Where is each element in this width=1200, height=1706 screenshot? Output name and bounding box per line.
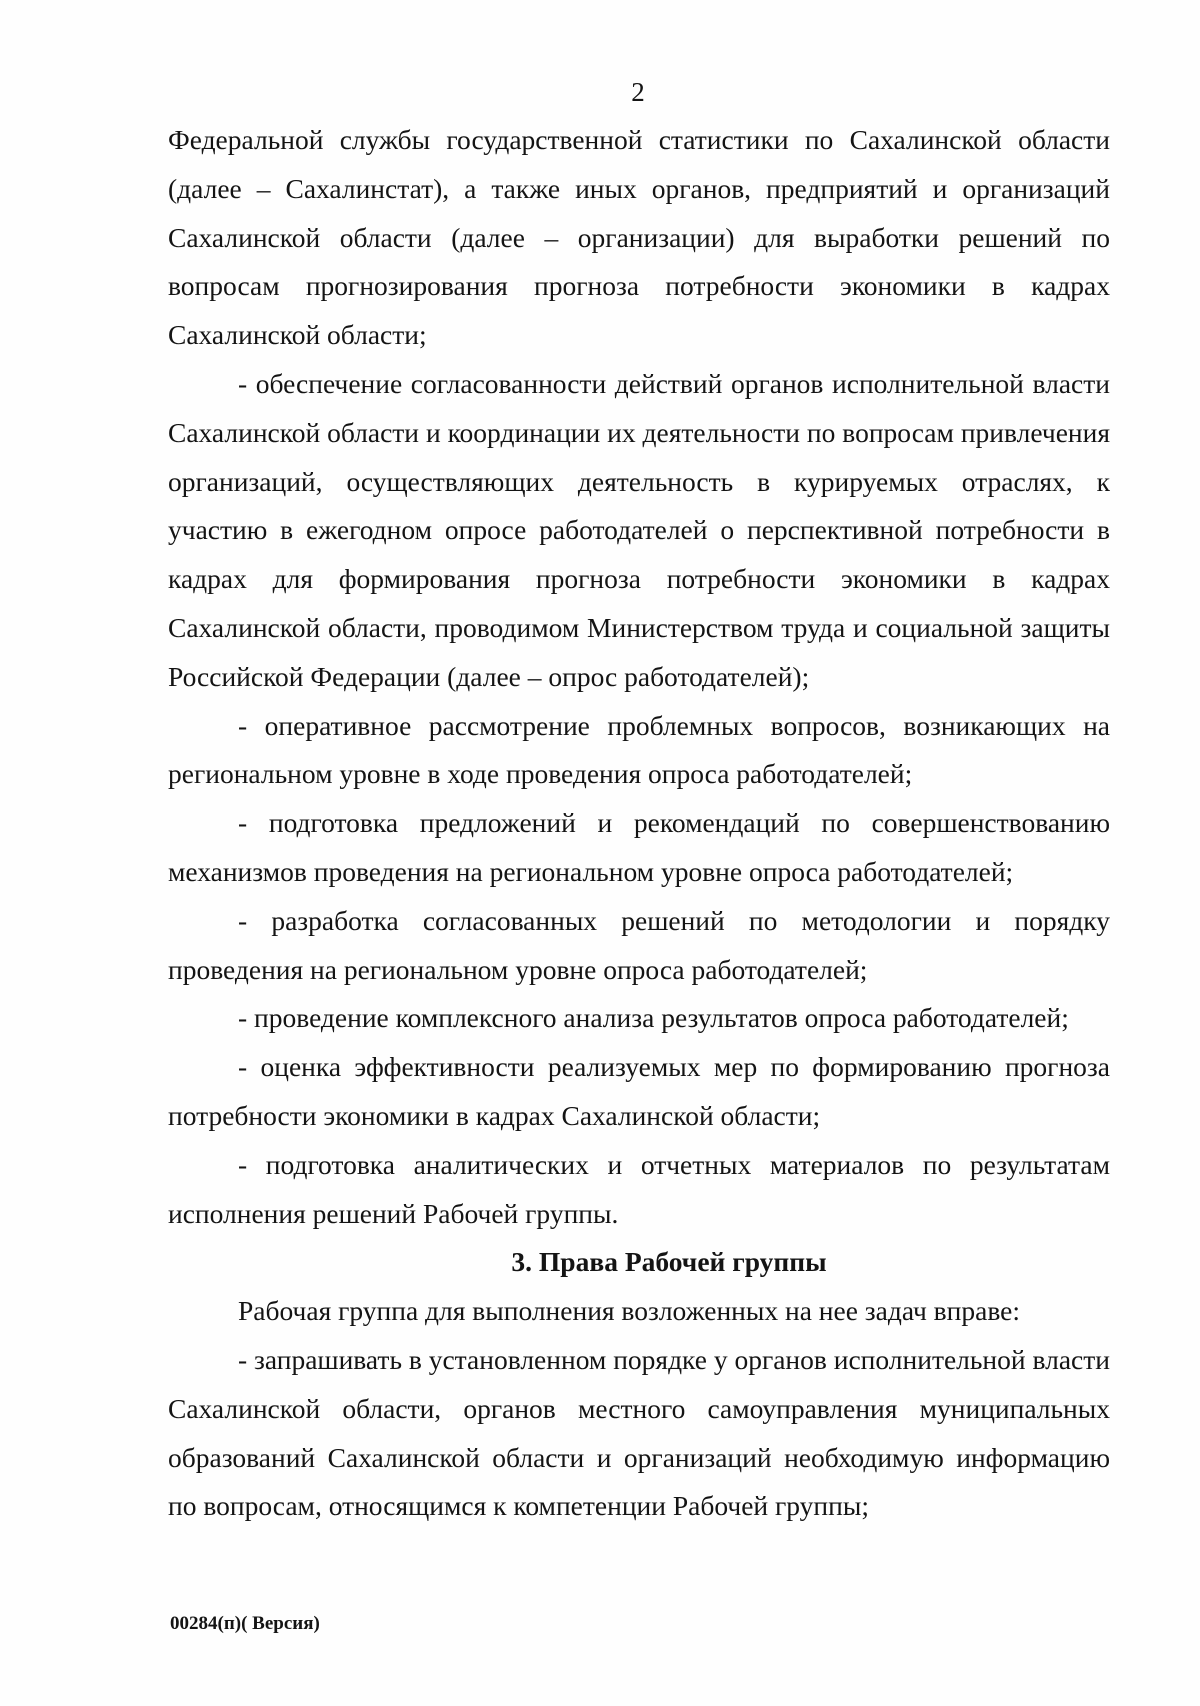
paragraph: - подготовка аналитических и отчетных материалов по результатам исполнения решений Рабочей группы. — [168, 1148, 1110, 1229]
paragraph: - подготовка предложений и рекомендаций по совершенствованию механизмов проведения на региональном уровне опроса работодателей; — [168, 807, 1110, 887]
document-body — [168, 116, 1110, 1531]
paragraph: Федеральной службы государственной статистики по Сахалинской области (далее – Сахалинстат), а также иных органов, предприятий и организаций Сахалинской области (далее – организации) для выработки решений по вопросам прогнозирования прогноза потребности экономики в кадрах Сахалинской области; — [168, 124, 1110, 351]
document-footer — [170, 1612, 320, 1636]
page-number: 2 — [631, 77, 645, 107]
section-heading: 3. Права Рабочей группы — [511, 1246, 827, 1278]
document-code: 00284(п) — [170, 1613, 242, 1634]
paragraph: Рабочая группа для выполнения возложенных на нее задач вправе: — [238, 1295, 1021, 1327]
paragraph: - обеспечение согласованности действий органов исполнительной власти Сахалинской области и координации их деятельности по вопросам привлечения организаций, осуществляющих деятельность в курируемых отраслях, к участию в ежегодном опросе работодателей о перспективной потребности в кадрах для формирования прогноза потребности экономики в кадрах Сахалинской области, проводимом Министерством труда и социальной защиты Российской Федерации (далее – опрос работодателей); — [168, 367, 1110, 692]
document-version: ( Версия) — [241, 1613, 320, 1634]
paragraph: - оценка эффективности реализуемых мер по формированию прогноза потребности экономики в кадрах Сахалинской области; — [168, 1051, 1110, 1131]
paragraph: - оперативное рассмотрение проблемных вопросов, возникающих на региональном уровне в ходе проведения опроса работодателей; — [168, 709, 1110, 790]
paragraph: - запрашивать в установленном порядке у органов исполнительной власти Сахалинской области, органов местного самоуправления муниципальных образований Сахалинской области и организаций необходимую информацию по вопросам, относящимся к компетенции Рабочей группы; — [168, 1343, 1110, 1522]
paragraph: - проведение комплексного анализа результатов опроса работодателей; — [238, 1002, 1069, 1034]
paragraph: - разработка согласованных решений по методологии и порядку проведения на региональном уровне опроса работодателей; — [168, 904, 1110, 985]
